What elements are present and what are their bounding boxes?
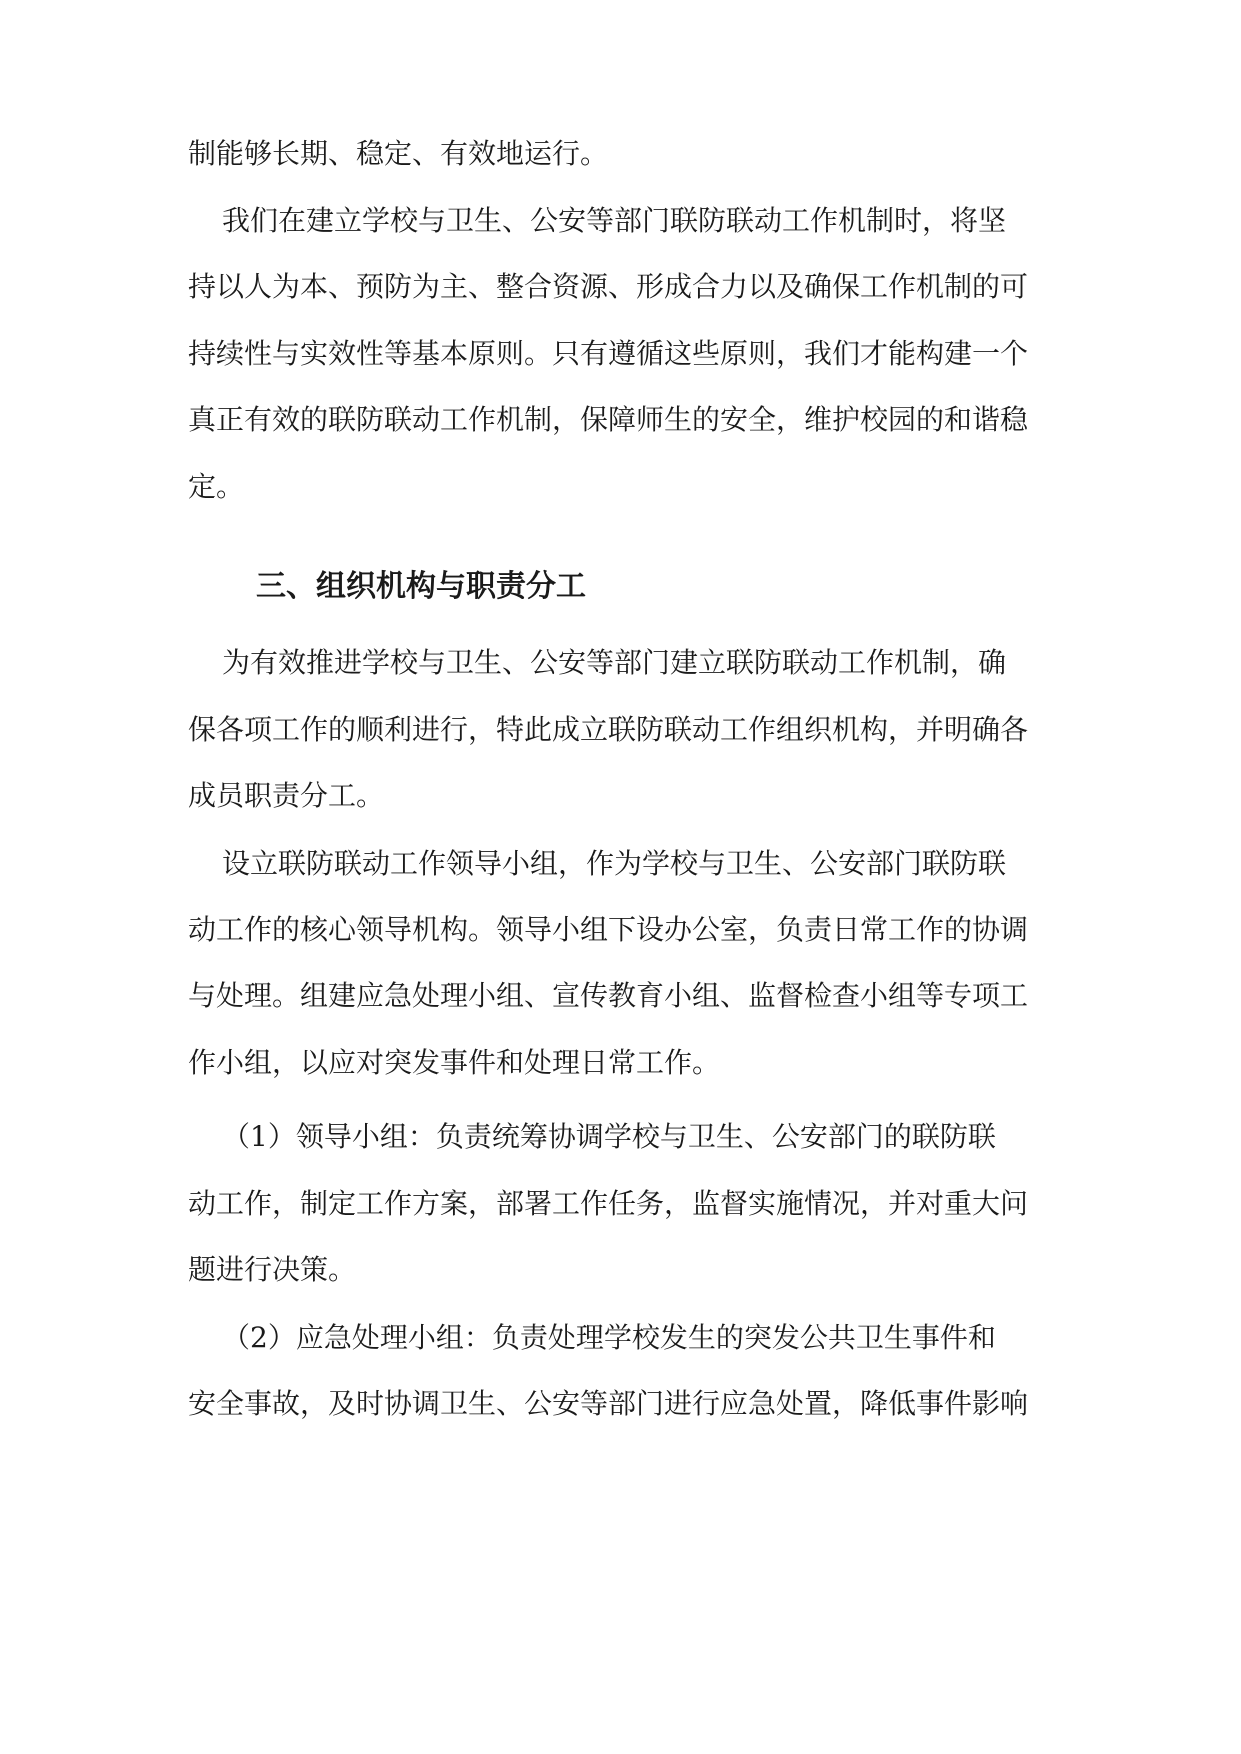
paragraph-line: 为有效推进学校与卫生、公安等部门建立联防联动工作机制，确 [222,646,1007,679]
paragraph-line: 设立联防联动工作领导小组，作为学校与卫生、公安部门联防联 [222,847,1007,880]
paragraph-line: 我们在建立学校与卫生、公安等部门联防联动工作机制时，将坚 [222,204,1007,237]
list-item-line: 安全事故，及时协调卫生、公安等部门进行应急处置，降低事件影响 [188,1387,1029,1420]
paragraph-line: 定。 [188,470,245,503]
paragraph-line: 保各项工作的顺利进行，特此成立联防联动工作组织机构，并明确各 [188,713,1029,746]
list-item-line: （1）领导小组：负责统筹协调学校与卫生、公安部门的联防联 [222,1120,996,1153]
paragraph-line: 真正有效的联防联动工作机制，保障师生的安全，维护校园的和谐稳 [188,403,1029,436]
paragraph-line: 动工作的核心领导机构。领导小组下设办公室，负责日常工作的协调 [188,913,1029,946]
list-item-line: 题进行决策。 [188,1253,357,1286]
paragraph-line: 制能够长期、稳定、有效地运行。 [188,137,609,170]
list-item-line: （2）应急处理小组：负责处理学校发生的突发公共卫生事件和 [222,1321,996,1354]
section-heading: 三、组织机构与职责分工 [256,569,586,604]
list-item-line: 动工作，制定工作方案，部署工作任务，监督实施情况，并对重大问 [188,1187,1029,1220]
paragraph-line: 与处理。组建应急处理小组、宣传教育小组、监督检查小组等专项工 [188,979,1029,1012]
paragraph-line: 成员职责分工。 [188,779,385,812]
paragraph-line: 持以人为本、预防为主、整合资源、形成合力以及确保工作机制的可 [188,270,1029,303]
paragraph-line: 作小组，以应对突发事件和处理日常工作。 [188,1046,721,1079]
paragraph-line: 持续性与实效性等基本原则。只有遵循这些原则，我们才能构建一个 [188,337,1029,370]
